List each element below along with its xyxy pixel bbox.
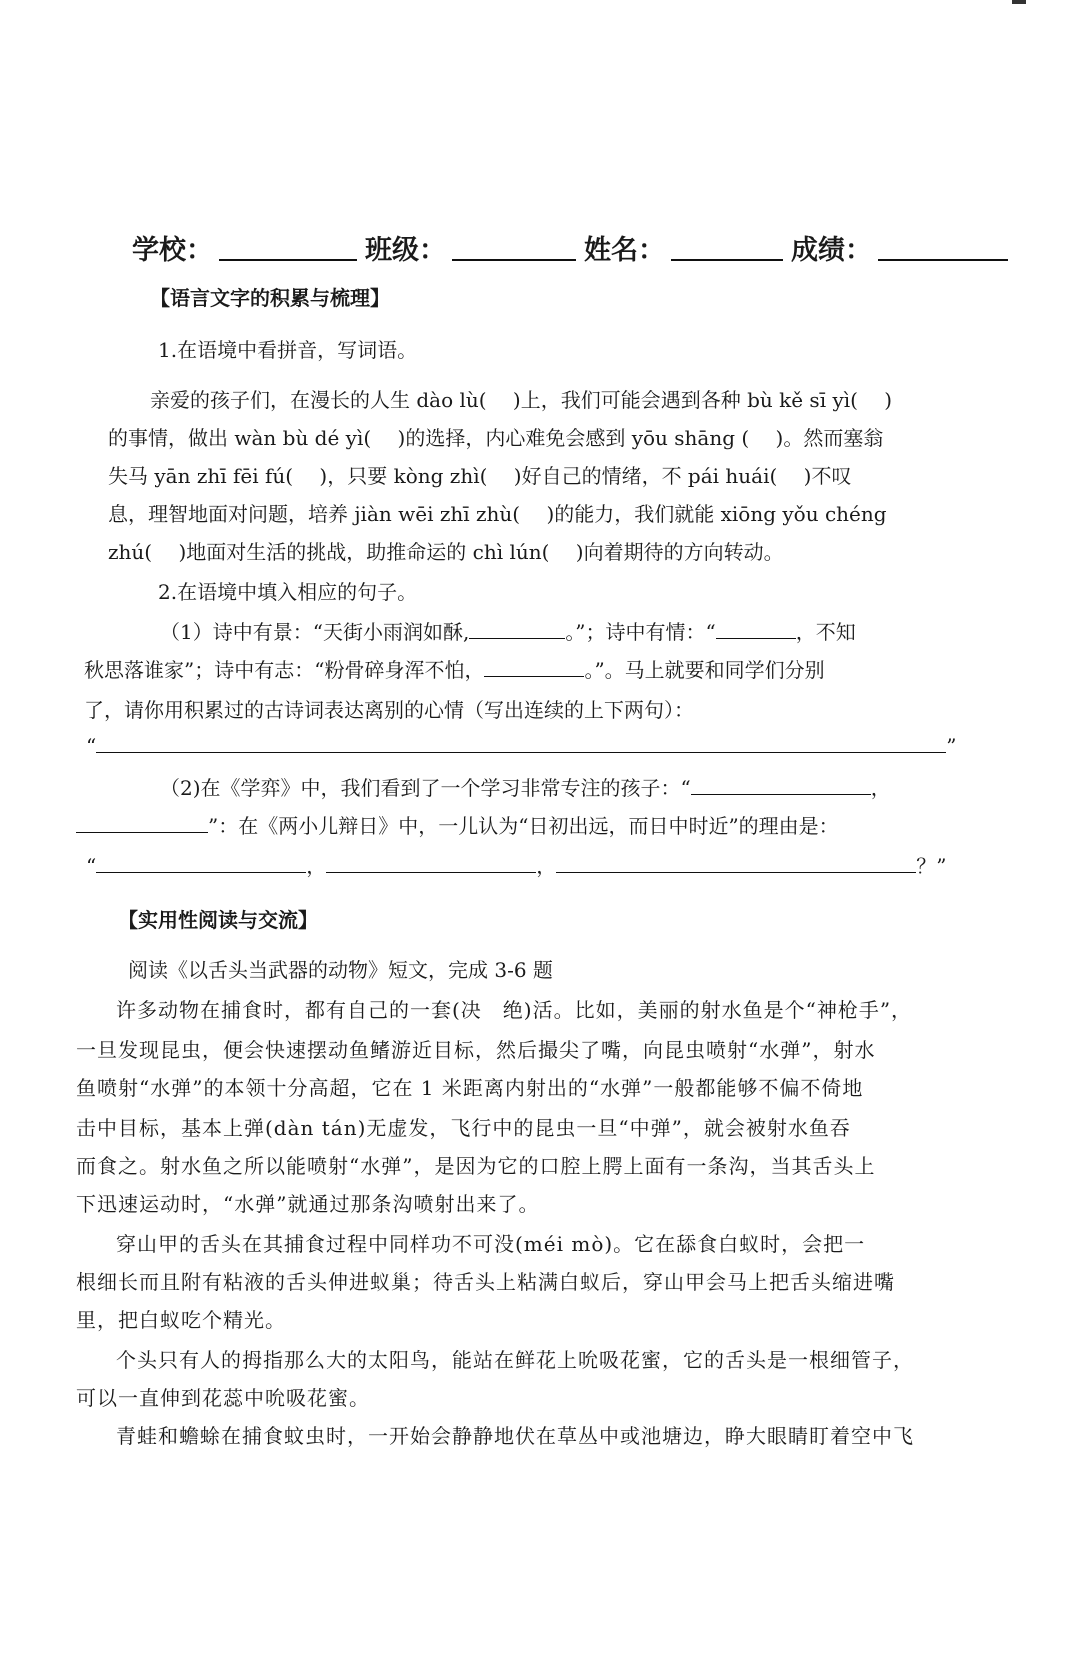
- reading-line: 许多动物在捕食时，都有自己的一套(决 绝)活。比如，美丽的射水鱼是个“神枪手”，: [116, 998, 913, 1022]
- q2-text: ”：在《两小儿辩日》中，一儿认为“日初出远，而日中时近”的理由是：: [208, 814, 839, 838]
- quote-mark: “: [86, 734, 97, 758]
- q2-text: （2)在《学弈》中，我们看到了一个学习非常专注的孩子：“: [160, 776, 691, 800]
- score-label: 成绩：: [791, 235, 872, 266]
- q2-text: ，: [536, 854, 557, 878]
- answer-blank[interactable]: [556, 852, 916, 873]
- quote-mark: ”: [946, 734, 957, 758]
- reading-line: 青蛙和蟾蜍在捕食蚊虫时，一开始会静静地伏在草丛中或池塘边，睁大眼睛盯着空中飞: [116, 1424, 914, 1448]
- q2-line: [86, 732, 956, 760]
- answer-blank[interactable]: [326, 852, 536, 873]
- school-label: 学校：: [132, 235, 213, 266]
- name-label: 姓名：: [584, 235, 665, 266]
- reading-line: 根细长而且附有粘液的舌头伸进蚁巢；待舌头上粘满白蚁后，穿山甲会马上把舌头缩进嘴: [76, 1270, 895, 1294]
- q2-line: [76, 812, 839, 840]
- reading-line: 个头只有人的拇指那么大的太阳鸟，能站在鲜花上吮吸花蜜，它的舌头是一根细管子，: [116, 1348, 914, 1372]
- q2-line: [160, 618, 856, 646]
- q1-line: 失马 yān zhī fēi fú( )，只要 kòng zhì( )好自己的情绪，不 pái huái( )不叹: [108, 464, 852, 488]
- class-label: 班级：: [365, 235, 446, 266]
- score-field[interactable]: [878, 233, 1008, 261]
- reading-line: 可以一直伸到花蕊中吮吸花蜜。: [76, 1386, 370, 1410]
- q2-text: 秋思落谁家”；诗中有志：“粉骨碎身浑不怕，: [84, 658, 485, 682]
- quote-mark: “: [86, 854, 97, 878]
- q1-line: zhú( )地面对生活的挑战，助推命运的 chì lún( )向着期待的方向转动。: [108, 540, 784, 564]
- reading-line: 击中目标，基本上弹(dàn tán)无虚发，飞行中的昆虫一旦“中弹”，就会被射水鱼吞: [76, 1116, 851, 1140]
- q1-line: 亲爱的孩子们，在漫长的人生 dào lù( )上，我们可能会遇到各种 bù kě sī yì( ): [150, 388, 893, 412]
- question-title: 2.在语境中填入相应的句子。: [158, 580, 418, 604]
- answer-blank[interactable]: [96, 732, 946, 753]
- reading-line: 鱼喷射“水弹”的本领十分高超，它在 1 米距离内射出的“水弹”一般都能够不偏不倚地: [76, 1076, 864, 1100]
- answer-blank[interactable]: [691, 774, 871, 795]
- q2-text: ，不知: [795, 620, 856, 644]
- answer-blank[interactable]: [96, 852, 306, 873]
- question-title: 1.在语境中看拼音，写词语。: [158, 338, 418, 362]
- school-field[interactable]: [219, 233, 357, 261]
- q2-text: （1）诗中有景：“天街小雨润如酥,: [160, 620, 470, 644]
- reading-line: 里，把白蚁吃个精光。: [76, 1308, 286, 1332]
- q2-line: [160, 774, 891, 802]
- reading-line: 下迅速运动时，“水弹”就通过那条沟喷射出来了。: [76, 1192, 540, 1216]
- q2-line: 了，请你用积累过的古诗词表达离别的心情（写出连续的上下两句）：: [84, 698, 694, 722]
- corner-mark: [1012, 0, 1026, 4]
- q2-line: [86, 852, 946, 880]
- answer-blank[interactable]: [716, 618, 796, 639]
- reading-line: 穿山甲的舌头在其捕食过程中同样功不可没(méi mò)。它在舔食白蚁时，会把一: [116, 1232, 866, 1256]
- reading-intro: 阅读《以舌头当武器的动物》短文，完成 3-6 题: [128, 958, 553, 982]
- q1-line: 息，理智地面对问题，培养 jiàn wēi zhī zhù( )的能力，我们就能 xiōng yǒu chéng: [108, 502, 887, 526]
- q2-text: ，: [870, 776, 891, 800]
- section-title: 【实用性阅读与交流】: [118, 908, 318, 932]
- section-title: 【语言文字的积累与梳理】: [150, 286, 390, 310]
- answer-blank[interactable]: [469, 618, 565, 639]
- q1-line: 的事情，做出 wàn bù dé yì( )的选择，内心难免会感到 yōu shāng ( )。然而塞翁: [108, 426, 884, 450]
- answer-blank[interactable]: [76, 812, 208, 833]
- reading-line: 而食之。射水鱼之所以能喷射“水弹”，是因为它的口腔上腭上面有一条沟，当其舌头上: [76, 1154, 876, 1178]
- class-field[interactable]: [452, 233, 576, 261]
- reading-line: 一旦发现昆虫，便会快速摆动鱼鳍游近目标，然后撮尖了嘴，向昆虫喷射“水弹”，射水: [76, 1038, 876, 1062]
- name-field[interactable]: [671, 233, 783, 261]
- q2-text: 。”；诗中有情：“: [565, 620, 716, 644]
- answer-blank[interactable]: [484, 656, 584, 677]
- q2-text: 。”。马上就要和同学们分别: [584, 658, 825, 682]
- q2-text: ，: [306, 854, 327, 878]
- q2-text: ？”: [916, 854, 947, 878]
- q2-line: [84, 656, 825, 684]
- student-info-header: [132, 228, 1032, 267]
